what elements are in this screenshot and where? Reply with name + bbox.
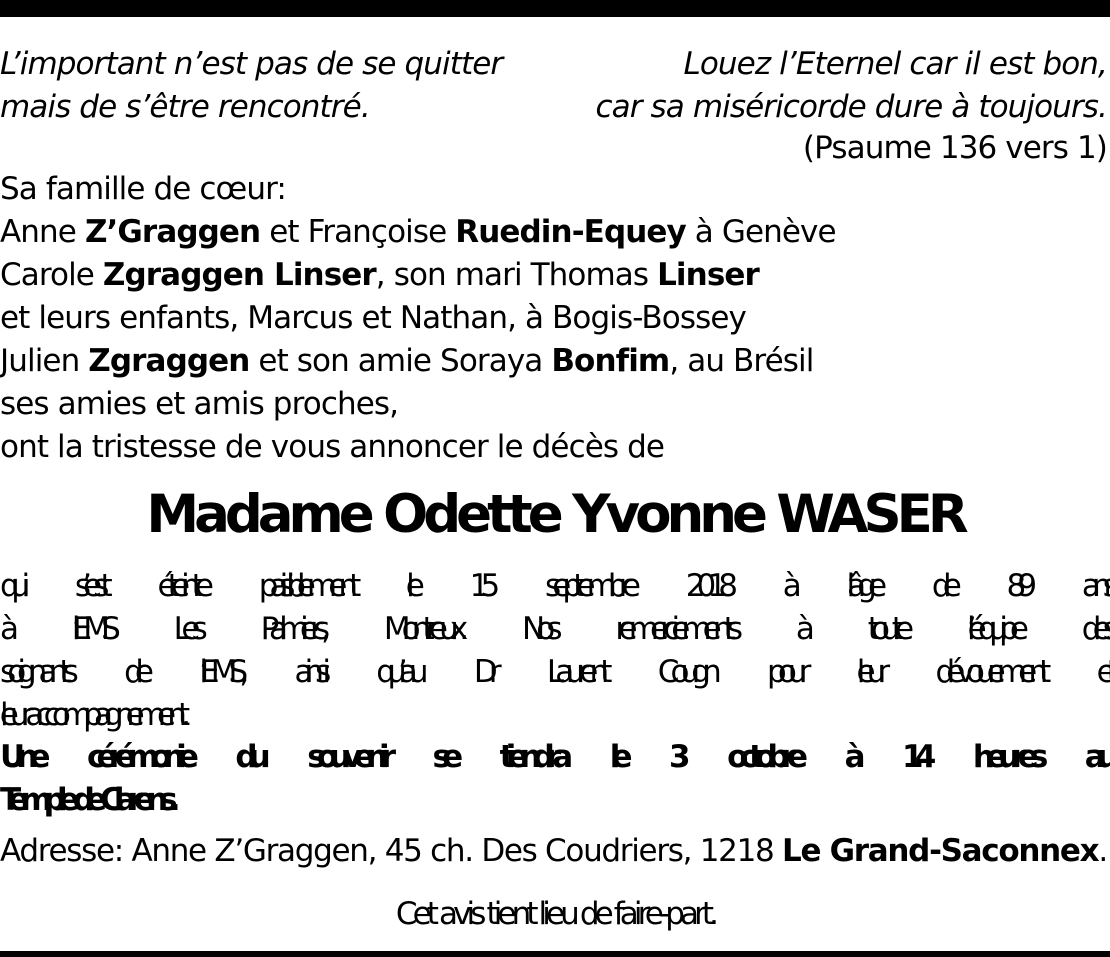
family-line-3: et leurs enfants, Marcus et Nathan, à Bogis-Bossey [0,300,746,336]
family-line-4: Julien Zgraggen et son amie Soraya Bonfim, au Brésil [0,343,814,379]
family-line-1: Anne Z’Graggen et Françoise Ruedin-Equey à Genève [0,214,836,250]
contact-address: Adresse: Anne Z’Graggen, 45 ch. Des Coudriers, 1218 Le Grand-Saconnex. [0,833,1107,869]
obituary-body-line-2: à l’EMS Les Palmiers, Montreux. Nos remerciements à toute l’équipe des [0,611,1110,647]
ceremony-line-1: Une cérémonie du souvenir se tiendra le 3 octobre à 14 heures au [0,739,1110,775]
psalm-reference: (Psaume 136 vers 1) [802,130,1107,166]
family-line-2: Carole Zgraggen Linser, son mari Thomas Linser [0,257,759,293]
quote-left-line-1: L’important n’est pas de se quitter [0,46,503,82]
top-border-rule [0,0,1110,17]
footer-note: Cet avis tient lieu de faire-part. [395,896,715,932]
ceremony-announcement [0,736,1110,822]
obituary-body-line-1: qui s’est éteinte paisiblement le 15 septembre 2018 à l’âge de 89 ans [0,568,1110,604]
quote-right [596,43,1108,129]
family-line-5: ses amies et amis proches, [0,386,399,422]
family-heading: Sa famille de cœur: [0,171,286,207]
obituary-body-line-3: soignants de l’EMS, ainsi qu’au Dr Laurent Cougn pour leur dévouement et [0,654,1110,690]
family-list [0,168,836,469]
quote-right-line-2: car sa miséricorde dure à toujours. [595,89,1107,125]
obituary-body-line-4: leur accompagnement. [0,697,183,733]
deceased-name-heading: Madame Odette Yvonne WASER [146,484,964,545]
quote-left-line-2: mais de s’être rencontré. [0,89,370,125]
family-line-6: ont la tristesse de vous annoncer le décès de [0,429,665,465]
bottom-border-rule [0,951,1110,957]
quote-left [0,43,502,129]
ceremony-line-2: Temple de Clarens. [0,782,172,818]
address-city: Le Grand-Saconnex [781,833,1099,869]
obituary-body [0,565,1110,737]
quote-right-line-1: Louez l’Eternel car il est bon, [683,46,1107,82]
